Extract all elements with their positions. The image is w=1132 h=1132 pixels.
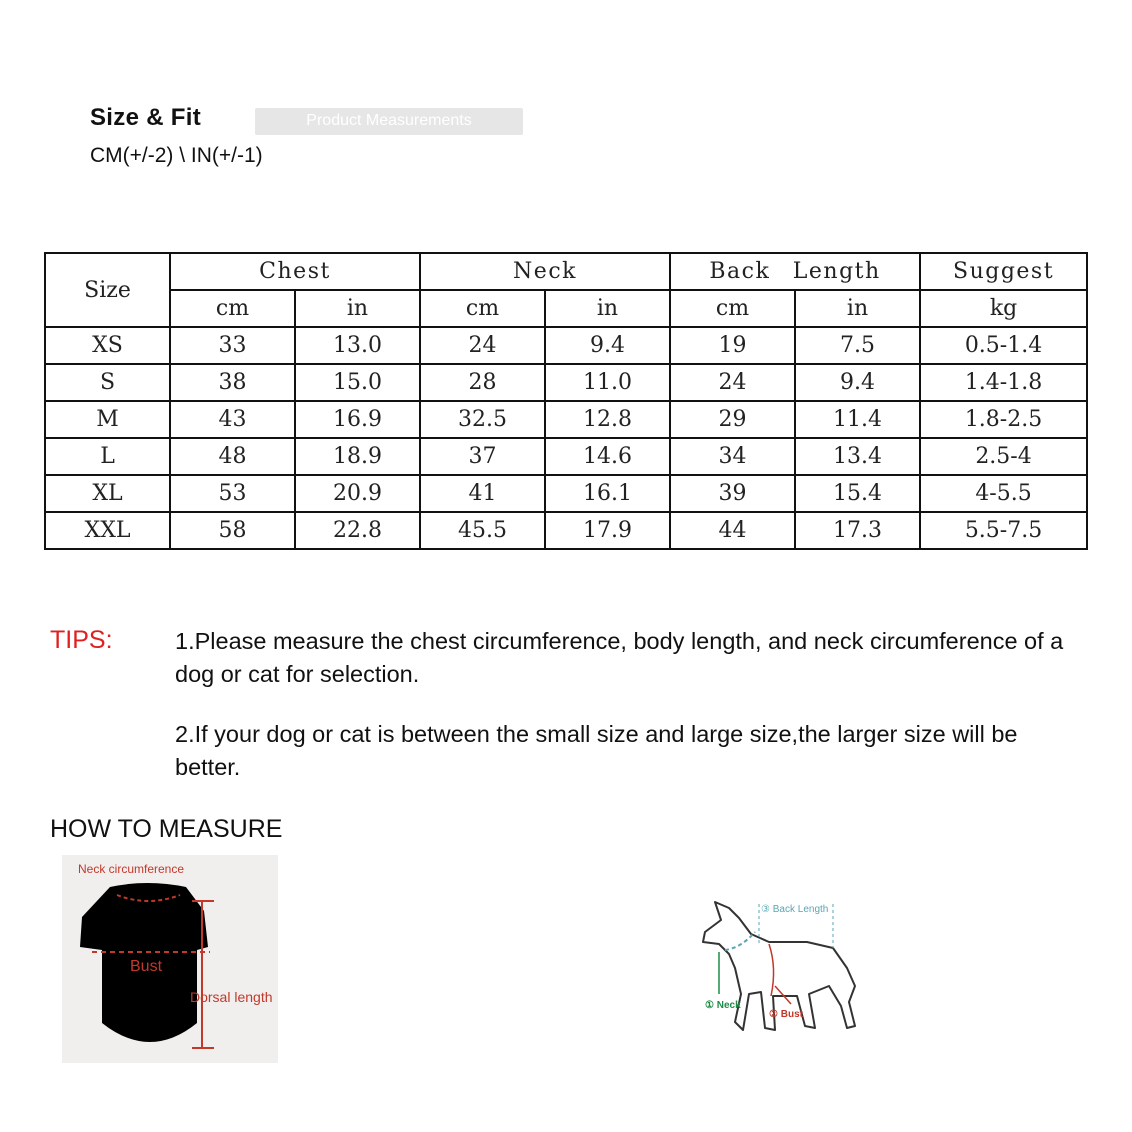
table-cell: 9.4 — [795, 364, 920, 401]
tip-2: 2.If your dog or cat is between the small size and large size,the larger size will be better. — [175, 721, 1018, 780]
table-cell: 24 — [670, 364, 795, 401]
table-cell: 17.9 — [545, 512, 670, 549]
size-header: Size — [45, 253, 170, 327]
table-cell: 39 — [670, 475, 795, 512]
unit-cell: cm — [670, 290, 795, 327]
table-cell: 15.0 — [295, 364, 420, 401]
table-cell: 0.5-1.4 — [920, 327, 1087, 364]
table-cell: 9.4 — [545, 327, 670, 364]
table-cell: 2.5-4 — [920, 438, 1087, 475]
neck-circumference-label: Neck circumference — [78, 862, 185, 876]
unit-cell: cm — [170, 290, 295, 327]
table-cell: 14.6 — [545, 438, 670, 475]
unit-cell: kg — [920, 290, 1087, 327]
neck-header: Neck — [420, 253, 670, 290]
table-row — [45, 512, 1087, 549]
table-cell: 53 — [170, 475, 295, 512]
size-cell: S — [45, 364, 170, 401]
table-cell: 19 — [670, 327, 795, 364]
table-cell: 5.5-7.5 — [920, 512, 1087, 549]
size-cell: XS — [45, 327, 170, 364]
table-cell: 44 — [670, 512, 795, 549]
unit-cell: cm — [420, 290, 545, 327]
table-cell: 45.5 — [420, 512, 545, 549]
bust-label: Bust — [130, 958, 163, 975]
table-cell: 58 — [170, 512, 295, 549]
how-to-measure-title: HOW TO MEASURE — [50, 815, 283, 843]
dorsal-length-label: Dorsal length — [190, 989, 273, 1005]
table-cell: 11.4 — [795, 401, 920, 438]
table-cell: 33 — [170, 327, 295, 364]
dog-measure-illustration — [695, 890, 875, 1040]
tips-label: TIPS: — [50, 626, 113, 654]
size-cell: L — [45, 438, 170, 475]
table-cell: 41 — [420, 475, 545, 512]
suggest-header: Suggest — [920, 253, 1087, 290]
pet-shirt-measure-illustration — [62, 855, 278, 1063]
size-cell: XL — [45, 475, 170, 512]
tolerance-note: CM(+/-2) \ IN(+/-1) — [90, 144, 263, 167]
bust-label: ② Bust — [769, 1009, 803, 1020]
tip-1: 1.Please measure the chest circumference, body length, and neck circumference of a dog or cat for selection. — [175, 628, 1064, 687]
unit-cell: in — [795, 290, 920, 327]
page-title: Size & Fit — [90, 104, 202, 131]
table-row — [45, 364, 1087, 401]
size-cell: M — [45, 401, 170, 438]
table-row — [45, 438, 1087, 475]
table-cell: 34 — [670, 438, 795, 475]
table-cell: 17.3 — [795, 512, 920, 549]
table-cell: 18.9 — [295, 438, 420, 475]
table-cell: 11.0 — [545, 364, 670, 401]
size-cell: XXL — [45, 512, 170, 549]
unit-row — [45, 290, 1087, 327]
unit-cell: in — [295, 290, 420, 327]
table-row — [45, 327, 1087, 364]
table-cell: 12.8 — [545, 401, 670, 438]
table-cell: 43 — [170, 401, 295, 438]
table-cell: 1.4-1.8 — [920, 364, 1087, 401]
table-cell: 13.4 — [795, 438, 920, 475]
neck-label: ① Neck — [705, 1000, 741, 1011]
table-cell: 15.4 — [795, 475, 920, 512]
table-cell: 24 — [420, 327, 545, 364]
table-cell: 29 — [670, 401, 795, 438]
back-length-header: Back Length — [670, 253, 920, 290]
table-cell: 37 — [420, 438, 545, 475]
table-row — [45, 401, 1087, 438]
table-cell: 7.5 — [795, 327, 920, 364]
table-cell: 38 — [170, 364, 295, 401]
table-cell: 28 — [420, 364, 545, 401]
bust-measure-curve — [769, 944, 774, 996]
table-cell: 48 — [170, 438, 295, 475]
product-measurements-badge: Product Measurements — [255, 108, 523, 135]
chest-header: Chest — [170, 253, 420, 290]
table-cell: 16.9 — [295, 401, 420, 438]
table-cell: 1.8-2.5 — [920, 401, 1087, 438]
table-cell: 22.8 — [295, 512, 420, 549]
back-length-label: ③ Back Length — [761, 904, 829, 915]
table-cell: 4-5.5 — [920, 475, 1087, 512]
unit-cell: in — [545, 290, 670, 327]
table-cell: 20.9 — [295, 475, 420, 512]
table-row — [45, 475, 1087, 512]
table-cell: 16.1 — [545, 475, 670, 512]
size-chart-table — [44, 252, 1088, 550]
table-cell: 13.0 — [295, 327, 420, 364]
table-cell: 32.5 — [420, 401, 545, 438]
